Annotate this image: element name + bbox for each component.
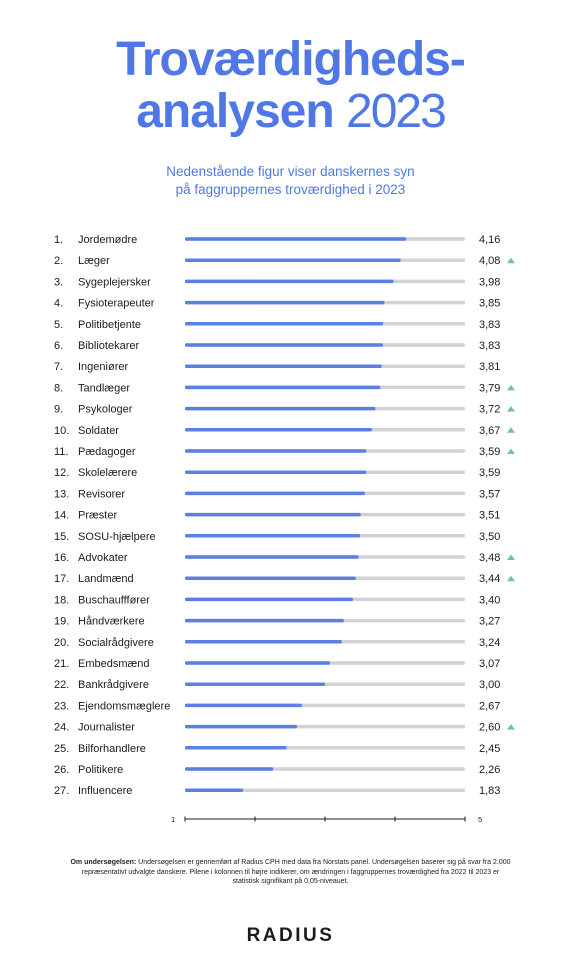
- value-label: 3,40: [479, 594, 501, 607]
- value-label: 3,81: [479, 361, 501, 374]
- bar: [185, 682, 325, 686]
- row-rank: 9.: [54, 403, 64, 416]
- row-label: Buschaufffører: [78, 594, 150, 607]
- row-rank: 7.: [54, 361, 64, 374]
- brand-logo: RADIUS: [246, 925, 335, 946]
- up-arrow-icon: [507, 449, 515, 455]
- x-tick-label: 1: [171, 815, 176, 824]
- value-label: 3,83: [479, 318, 501, 331]
- row-label: Bilforhandlere: [78, 742, 146, 755]
- row-rank: 2.: [54, 255, 64, 268]
- row-label: Håndværkere: [78, 615, 145, 628]
- value-label: 3,79: [479, 382, 501, 395]
- row-rank: 5.: [54, 318, 64, 331]
- value-label: 3,44: [479, 573, 501, 586]
- value-label: 3,98: [479, 276, 501, 289]
- value-label: 3,27: [479, 615, 501, 628]
- value-label: 3,48: [479, 552, 501, 564]
- title-word: analysen: [136, 85, 334, 138]
- row-label: Pædagoger: [78, 446, 136, 458]
- value-label: 3,67: [479, 424, 501, 437]
- row-label: Bibliotekarer: [78, 340, 140, 352]
- row-label: Ejendomsmæglere: [78, 700, 171, 713]
- footnote-lead: Om undersøgelsen:: [70, 859, 137, 866]
- row-rank: 11.: [54, 446, 69, 458]
- row-rank: 25.: [54, 742, 70, 755]
- value-label: 2,67: [479, 700, 501, 713]
- up-arrow-icon: [507, 406, 515, 412]
- row-label: Politibetjente: [78, 318, 141, 331]
- up-arrow-icon: [507, 427, 515, 433]
- value-label: 3,00: [479, 679, 501, 692]
- row-rank: 1.: [54, 234, 64, 246]
- row-rank: 6.: [54, 340, 64, 352]
- bar: [185, 555, 359, 559]
- value-label: 3,85: [479, 297, 501, 310]
- bar: [185, 725, 297, 729]
- title-year: 2023: [346, 85, 445, 138]
- row-label: Jordemødre: [78, 234, 138, 246]
- bar: [185, 428, 372, 432]
- row-rank: 18.: [54, 594, 70, 607]
- up-arrow-icon: [507, 576, 515, 582]
- bar: [185, 746, 287, 750]
- bar: [185, 704, 302, 708]
- x-tick-label: 5: [478, 815, 483, 824]
- row-label: Skolelærere: [78, 467, 138, 480]
- bar: [185, 619, 344, 623]
- bar: [185, 258, 401, 262]
- row-rank: 10.: [54, 424, 70, 437]
- value-label: 1,83: [479, 785, 501, 798]
- row-rank: 22.: [54, 679, 70, 692]
- row-rank: 13.: [54, 488, 70, 501]
- row-label: Influencere: [78, 785, 133, 798]
- row-rank: 21.: [54, 658, 70, 670]
- footnote-text: Undersøgelsen er gennemført af Radius CPH med data fra Norstats panel. Undersøgelsen baserer sig på svar fra 2.000 repræsentativt udvalgte danskere. Pilene i kolonnen til højre indikerer, om ændringen i faggruppernes troværdighed fra 2022 til 2023 er statistisk signifikant på 0,05-niveauet.: [81, 859, 511, 885]
- up-arrow-icon: [507, 258, 515, 264]
- row-label: Psykologer: [78, 403, 133, 416]
- up-arrow-icon: [507, 385, 515, 391]
- row-label: Bankrådgivere: [78, 679, 149, 692]
- value-label: 2,26: [479, 764, 501, 776]
- row-label: Advokater: [78, 552, 128, 564]
- row-rank: 12.: [54, 467, 70, 480]
- value-label: 3,59: [479, 446, 501, 458]
- value-label: 3,50: [479, 530, 501, 543]
- bar: [185, 322, 383, 326]
- value-label: 3,83: [479, 340, 501, 352]
- row-label: SOSU-hjælpere: [78, 530, 156, 543]
- bar: [185, 449, 366, 453]
- row-label: Tandlæger: [78, 382, 130, 395]
- bar: [185, 640, 342, 644]
- bar: [185, 470, 366, 474]
- footnote: [70, 858, 511, 887]
- value-label: 3,57: [479, 488, 501, 501]
- value-label: 2,60: [479, 721, 501, 734]
- row-rank: 27.: [54, 785, 70, 798]
- bar: [185, 513, 361, 517]
- bar: [185, 237, 406, 241]
- row-rank: 3.: [54, 276, 64, 289]
- value-label: 3,59: [479, 467, 501, 480]
- row-rank: 4.: [54, 297, 64, 310]
- bar: [185, 280, 394, 284]
- title-line-1: Troværdigheds-: [116, 33, 465, 86]
- bar: [185, 407, 375, 411]
- value-label: 3,24: [479, 636, 501, 649]
- row-rank: 14.: [54, 509, 70, 522]
- subtitle-line-2: på faggruppernes troværdighed i 2023: [175, 182, 406, 197]
- row-rank: 16.: [54, 552, 70, 564]
- row-rank: 24.: [54, 721, 70, 734]
- row-label: Revisorer: [78, 488, 126, 501]
- row-label: Politikere: [78, 764, 124, 776]
- subtitle-line-1: Nedenstående figur viser danskernes syn: [166, 164, 415, 179]
- bar: [185, 576, 356, 580]
- row-rank: 8.: [54, 382, 64, 395]
- row-label: Embedsmænd: [78, 658, 150, 670]
- row-label: Landmænd: [78, 573, 134, 586]
- row-rank: 17.: [54, 573, 70, 586]
- bar: [185, 661, 330, 665]
- value-label: 4,08: [479, 255, 501, 268]
- bar: [185, 767, 273, 771]
- row-rank: 15.: [54, 530, 70, 543]
- up-arrow-icon: [507, 724, 515, 730]
- value-label: 4,16: [479, 234, 501, 246]
- row-rank: 20.: [54, 636, 70, 649]
- bar: [185, 788, 243, 792]
- bar: [185, 386, 380, 390]
- row-rank: 26.: [54, 764, 70, 776]
- row-label: Socialrådgivere: [78, 636, 154, 649]
- row-label: Soldater: [78, 424, 119, 437]
- bar: [185, 534, 360, 538]
- bar: [185, 598, 353, 602]
- bar: [185, 301, 385, 305]
- value-label: 3,07: [479, 658, 501, 670]
- row-label: Læger: [78, 255, 110, 268]
- up-arrow-icon: [507, 555, 515, 561]
- row-label: Fysioterapeuter: [78, 297, 155, 310]
- bar: [185, 492, 365, 496]
- row-rank: 23.: [54, 700, 70, 713]
- row-rank: 19.: [54, 615, 70, 628]
- value-label: 3,51: [479, 509, 501, 522]
- bar: [185, 364, 382, 368]
- value-label: 2,45: [479, 742, 501, 755]
- bar: [185, 343, 383, 347]
- row-label: Journalister: [78, 721, 135, 734]
- value-label: 3,72: [479, 403, 501, 416]
- row-label: Sygeplejersker: [78, 276, 151, 289]
- row-label: Præster: [78, 509, 118, 522]
- row-label: Ingeniører: [78, 361, 129, 374]
